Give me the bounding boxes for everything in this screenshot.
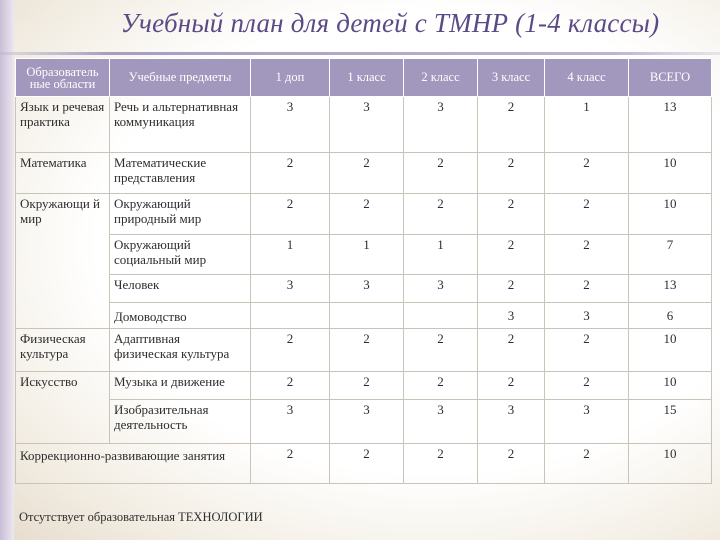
class-1-cell: 2 (330, 372, 404, 400)
table-row (16, 153, 712, 194)
total-cell: 10 (629, 329, 712, 372)
class-3-cell: 3 (478, 303, 545, 329)
class-1-cell: 3 (330, 275, 404, 303)
dop-cell: 3 (251, 400, 330, 444)
class-4-cell: 3 (545, 400, 629, 444)
area-cell: Математика (16, 153, 110, 194)
class-2-cell: 3 (404, 275, 478, 303)
total-cell: 15 (629, 400, 712, 444)
class-2-cell: 3 (404, 97, 478, 153)
class-1-cell: 2 (330, 153, 404, 194)
header-area: Образователь ные области (16, 59, 110, 97)
subject-cell: Математические представления (110, 153, 251, 194)
title-divider (0, 52, 720, 55)
subject-cell: Адаптивная физическая культура (110, 329, 251, 372)
area-cell: Искусство (16, 372, 110, 444)
table-row (16, 329, 712, 372)
curriculum-table (15, 58, 712, 484)
class-4-cell: 2 (545, 444, 629, 484)
subject-cell: Окружающий природный мир (110, 194, 251, 235)
class-2-cell: 3 (404, 400, 478, 444)
class-3-cell: 2 (478, 275, 545, 303)
class-3-cell: 2 (478, 372, 545, 400)
subject-cell: Окружающий социальный мир (110, 235, 251, 275)
area-cell: Физическая культура (16, 329, 110, 372)
total-cell: 10 (629, 372, 712, 400)
total-cell: 13 (629, 97, 712, 153)
table-row (16, 275, 712, 303)
class-3-cell: 2 (478, 97, 545, 153)
class-1-cell: 3 (330, 400, 404, 444)
class-1-cell (330, 303, 404, 329)
subject-cell: Изобразительная деятельность (110, 400, 251, 444)
page-title: Учебный план для детей с ТМНР (1-4 классы) (120, 8, 660, 38)
class-3-cell: 2 (478, 194, 545, 235)
correction-classes-cell: Коррекционно-развивающие занятия (16, 444, 251, 484)
subject-cell: Человек (110, 275, 251, 303)
class-1-cell: 2 (330, 444, 404, 484)
dop-cell: 3 (251, 97, 330, 153)
class-4-cell: 1 (545, 97, 629, 153)
dop-cell (251, 303, 330, 329)
total-cell: 13 (629, 275, 712, 303)
dop-cell: 2 (251, 194, 330, 235)
dop-cell: 2 (251, 329, 330, 372)
total-cell: 7 (629, 235, 712, 275)
class-2-cell: 2 (404, 194, 478, 235)
dop-cell: 2 (251, 372, 330, 400)
class-2-cell: 2 (404, 372, 478, 400)
class-3-cell: 2 (478, 329, 545, 372)
class-3-cell: 2 (478, 444, 545, 484)
header-class-4: 4 класс (545, 59, 629, 97)
subject-cell: Музыка и движение (110, 372, 251, 400)
class-1-cell: 3 (330, 97, 404, 153)
class-1-cell: 2 (330, 194, 404, 235)
class-4-cell: 2 (545, 329, 629, 372)
class-4-cell: 3 (545, 303, 629, 329)
class-3-cell: 3 (478, 400, 545, 444)
dop-cell: 3 (251, 275, 330, 303)
class-1-cell: 2 (330, 329, 404, 372)
class-3-cell: 2 (478, 235, 545, 275)
class-3-cell: 2 (478, 153, 545, 194)
class-2-cell: 2 (404, 329, 478, 372)
header-class-3: 3 класс (478, 59, 545, 97)
table-row (16, 97, 712, 153)
total-cell: 10 (629, 153, 712, 194)
header-total: ВСЕГО (629, 59, 712, 97)
header-subject: Учебные предметы (110, 59, 251, 97)
class-2-cell: 2 (404, 444, 478, 484)
footer-note: Отсутствует образовательная ТЕХНОЛОГИИ (19, 510, 263, 524)
area-cell: Язык и речевая практика (16, 97, 110, 153)
table-row (16, 444, 712, 484)
dop-cell: 1 (251, 235, 330, 275)
dop-cell: 2 (251, 153, 330, 194)
total-cell: 6 (629, 303, 712, 329)
table-row (16, 372, 712, 400)
table-row (16, 235, 712, 275)
area-cell: Окружающи й мир (16, 194, 110, 329)
total-cell: 10 (629, 194, 712, 235)
class-4-cell: 2 (545, 235, 629, 275)
table-row (16, 400, 712, 444)
class-4-cell: 2 (545, 372, 629, 400)
dop-cell: 2 (251, 444, 330, 484)
table-header-row (16, 59, 712, 97)
class-2-cell (404, 303, 478, 329)
header-class-2: 2 класс (404, 59, 478, 97)
subject-cell: Домоводство (110, 303, 251, 329)
subject-cell: Речь и альтернативная коммуникация (110, 97, 251, 153)
header-dop: 1 доп (251, 59, 330, 97)
total-cell: 10 (629, 444, 712, 484)
class-1-cell: 1 (330, 235, 404, 275)
table-row (16, 303, 712, 329)
class-4-cell: 2 (545, 194, 629, 235)
class-4-cell: 2 (545, 153, 629, 194)
class-4-cell: 2 (545, 275, 629, 303)
header-class-1: 1 класс (330, 59, 404, 97)
table-row (16, 194, 712, 235)
class-2-cell: 2 (404, 153, 478, 194)
left-decor-strip (0, 0, 14, 540)
class-2-cell: 1 (404, 235, 478, 275)
